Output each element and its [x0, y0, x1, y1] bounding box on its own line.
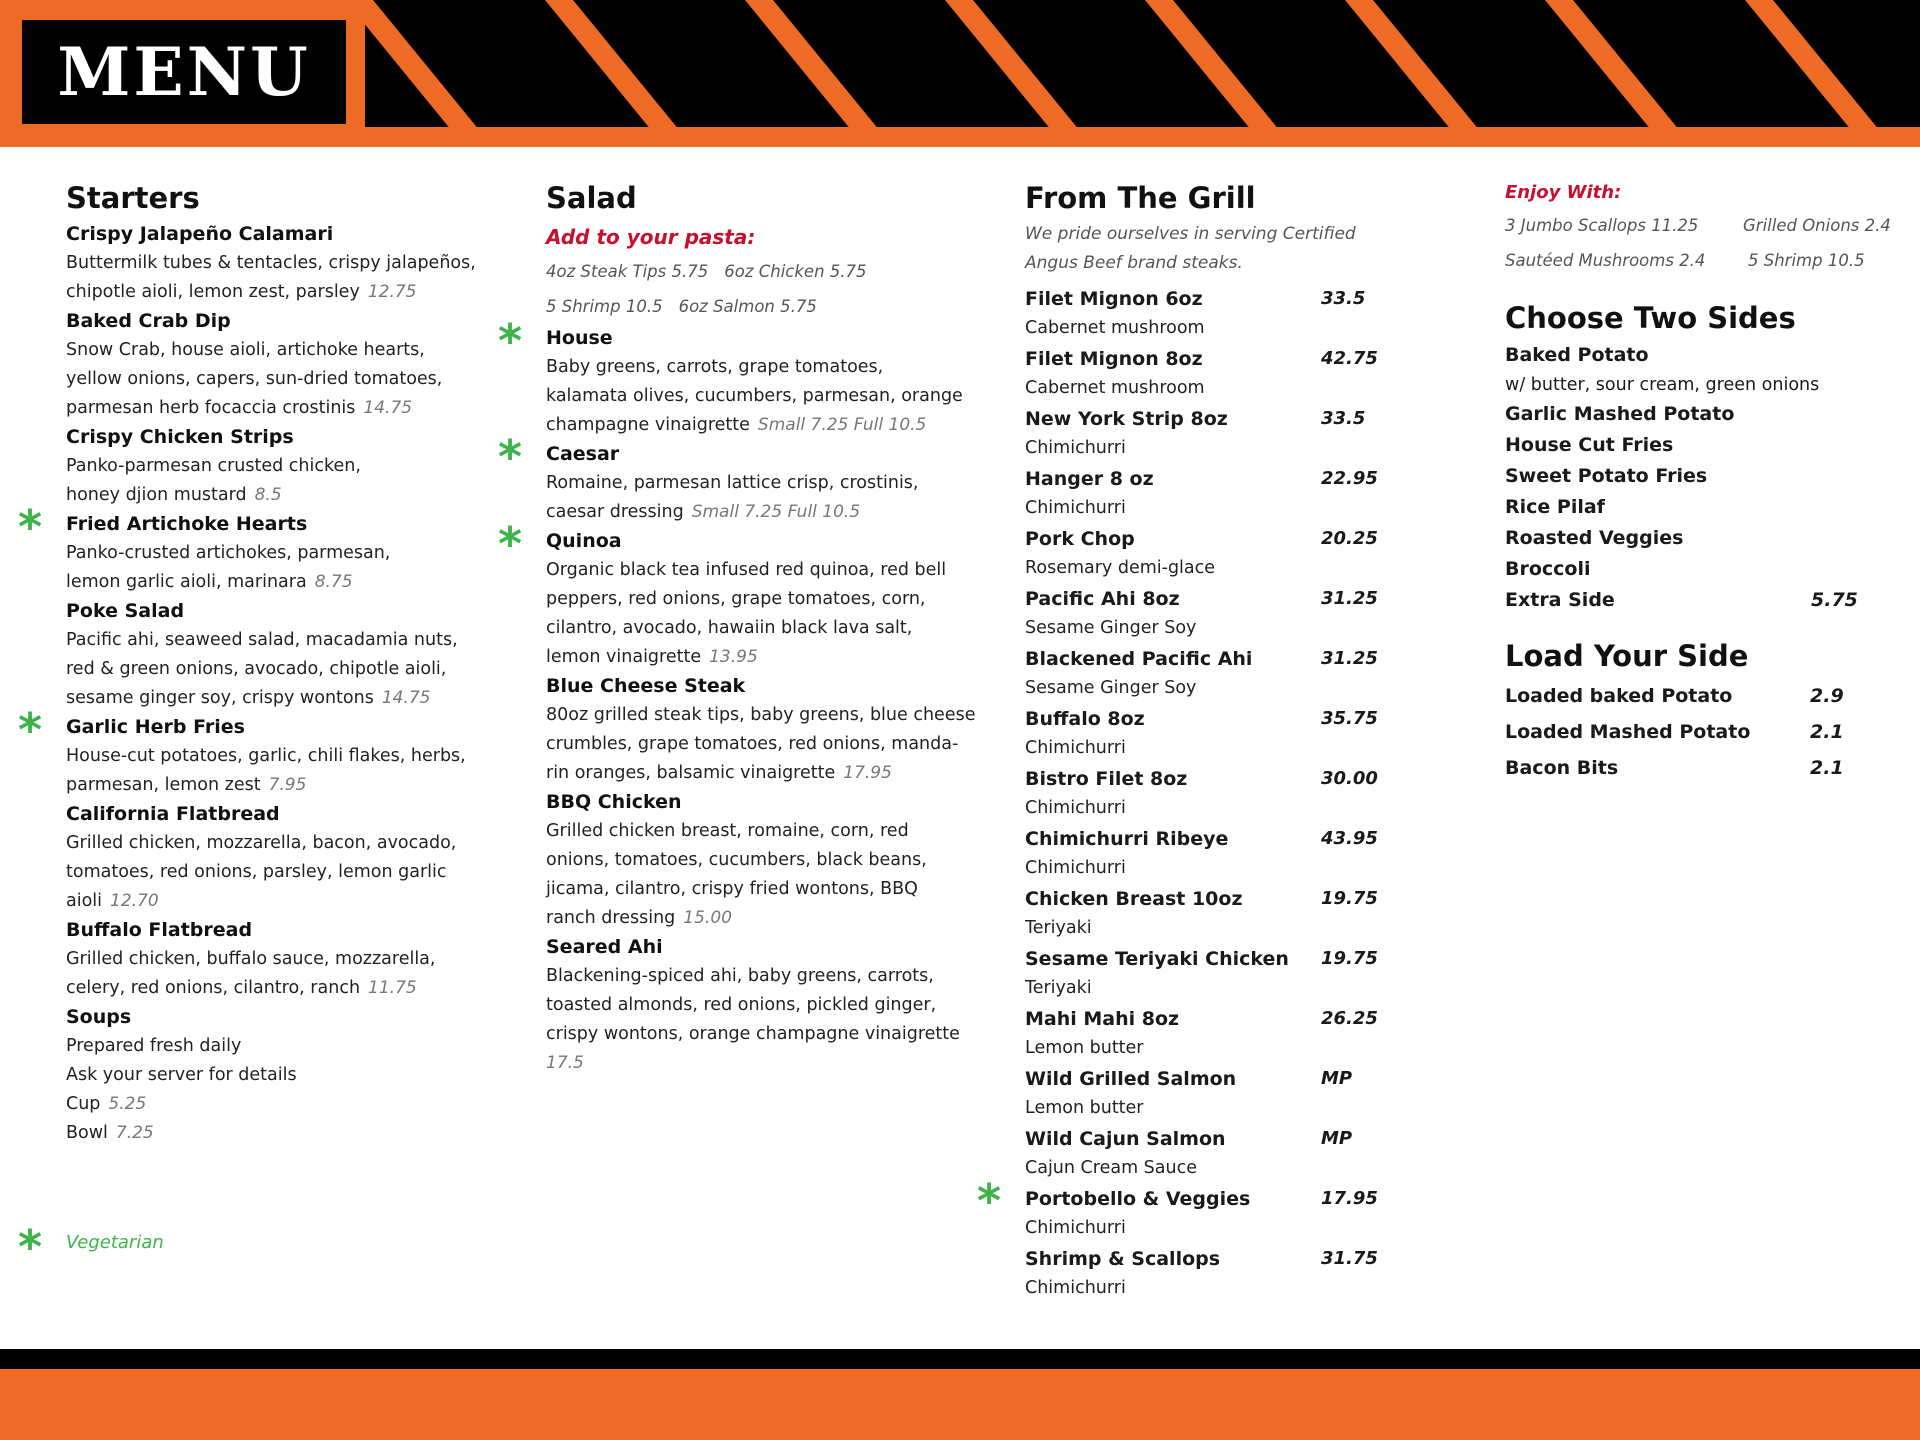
load-title: Load Your Side [1505, 639, 1749, 673]
grill-item [1025, 1244, 1425, 1304]
item-desc: Ask your server for details [66, 1065, 297, 1085]
addon-option: 6oz Salmon 5.75 [678, 297, 817, 316]
starter-item [18, 703, 486, 800]
item-name: New York Strip 8oz [1025, 408, 1228, 430]
item-desc-text: Buttermilk tubes & tentacles, crispy jalapeños, [66, 253, 476, 273]
load-item [1505, 750, 1915, 786]
item-desc [66, 481, 486, 510]
item-price: 26.25 [1321, 1008, 1378, 1029]
item-price: 19.75 [1321, 888, 1378, 909]
starter-item [66, 916, 486, 1003]
item-price: 12.70 [110, 891, 159, 911]
grill-item [1025, 1004, 1425, 1064]
item-sauce: Lemon butter [1025, 1098, 1144, 1118]
item-name: Pacific Ahi 8oz [1025, 588, 1180, 610]
vegetarian-asterisk-icon: * [498, 517, 523, 571]
grill-item [1025, 824, 1425, 884]
addon-option: 4oz Steak Tips 5.75 [546, 262, 709, 281]
item-desc [66, 336, 486, 365]
item-price: 19.75 [1321, 948, 1378, 969]
item-desc [66, 568, 486, 597]
item-desc [66, 887, 486, 916]
item-name: Crispy Jalapeño Calamari [66, 223, 334, 245]
cup-label: Cup [66, 1094, 101, 1114]
side-item: Garlic Mashed Potato [1505, 403, 1735, 425]
salad-addon-line [546, 289, 976, 324]
starter-item [66, 800, 486, 916]
item-desc-text: ranch dressing [546, 908, 676, 928]
item-desc [66, 626, 486, 655]
item-price: 33.5 [1321, 288, 1366, 309]
item-price: 14.75 [381, 688, 431, 708]
item-price: 17.95 [843, 763, 892, 783]
enjoy-option: Sautéed Mushrooms 2.4 [1505, 251, 1706, 270]
footer-band [0, 1349, 1920, 1369]
item-desc [546, 1020, 976, 1049]
item-price: Small 7.25 Full 10.5 [757, 415, 927, 435]
grill-note-line: We pride ourselves in serving Certified [1025, 224, 1356, 244]
item-sauce: Cabernet mushroom [1025, 378, 1205, 398]
item-sauce: Chimichurri [1025, 738, 1126, 758]
item-sauce: Cabernet mushroom [1025, 318, 1205, 338]
enjoy-option: 5 Shrimp 10.5 [1748, 251, 1865, 270]
item-desc-text: aioli [66, 891, 103, 911]
item-name: Baked Crab Dip [66, 310, 231, 332]
vegetarian-asterisk-icon: * [18, 500, 43, 554]
grill-item [1025, 704, 1425, 764]
item-desc [546, 353, 976, 382]
item-price: 31.75 [1321, 1248, 1378, 1269]
grill-item [1025, 344, 1425, 404]
item-desc [66, 945, 486, 974]
item-sauce: Chimichurri [1025, 498, 1126, 518]
bowl-line [66, 1119, 486, 1148]
item-price: 8.75 [314, 572, 353, 592]
enjoy-title: Enjoy With: [1505, 182, 1622, 203]
item-desc-text: sesame ginger soy, crispy wontons [66, 688, 374, 708]
item-name: Soups [66, 1006, 132, 1028]
grill-item [1025, 524, 1425, 584]
item-desc [66, 655, 486, 684]
salad-addon-line [546, 254, 976, 289]
menu-title: MENU [22, 20, 346, 124]
item-price: 2.9 [1810, 685, 1844, 707]
starter-item [66, 307, 486, 423]
item-name: Seared Ahi [546, 936, 663, 958]
item-price: 13.95 [709, 647, 758, 667]
side-extra-name: Extra Side [1505, 589, 1615, 611]
enjoy-line [1505, 243, 1915, 278]
item-desc-text: Baby greens, carrots, grape tomatoes, [546, 357, 884, 377]
vegetarian-asterisk-icon: * [18, 703, 43, 757]
salad-title: Salad [546, 181, 637, 215]
item-desc [546, 701, 976, 730]
item-name: Portobello & Veggies [1025, 1188, 1251, 1210]
item-price: 2.1 [1810, 721, 1844, 743]
item-desc [546, 556, 976, 585]
grill-list [977, 284, 1425, 1304]
item-name: Crispy Chicken Strips [66, 426, 294, 448]
item-desc [546, 1049, 976, 1078]
item-name: Bacon Bits [1505, 757, 1619, 779]
starter-item [66, 423, 486, 510]
bowl-label: Bowl [66, 1123, 108, 1143]
item-name: Loaded baked Potato [1505, 685, 1733, 707]
side-item-baked-potato: Baked Potato [1505, 344, 1649, 366]
vegetarian-asterisk-icon: * [498, 314, 523, 368]
item-desc [66, 278, 486, 307]
side-item: Rice Pilaf [1505, 496, 1605, 518]
grill-item [1025, 644, 1425, 704]
item-desc-text: Pacific ahi, seaweed salad, macadamia nuts, [66, 630, 458, 650]
grill-item [977, 1174, 1425, 1244]
item-desc-text: tomatoes, red onions, parsley, lemon garlic [66, 862, 447, 882]
grill-item [1025, 1124, 1425, 1184]
item-desc-text: peppers, red onions, grape tomatoes, corn, [546, 589, 926, 609]
item-desc [546, 875, 976, 904]
salad-addon-title: Add to your pasta: [546, 225, 756, 249]
salad-item [498, 430, 976, 527]
item-desc [66, 249, 486, 278]
starter-item [66, 597, 486, 713]
item-name: Sesame Teriyaki Chicken [1025, 948, 1289, 970]
starter-item [66, 220, 486, 307]
item-desc-text: lemon garlic aioli, marinara [66, 572, 307, 592]
item-desc-text: parmesan, lemon zest [66, 775, 261, 795]
starters-title: Starters [66, 181, 200, 215]
vegetarian-legend: Vegetarian [66, 1232, 164, 1253]
item-price: 31.25 [1321, 648, 1378, 669]
footer-band [0, 1369, 1920, 1440]
item-desc-text: cilantro, avocado, hawaiin black lava salt, [546, 618, 913, 638]
grill-item [1025, 1064, 1425, 1124]
item-desc [66, 684, 486, 713]
item-price: 43.95 [1321, 828, 1378, 849]
item-desc [546, 846, 976, 875]
item-sauce: Sesame Ginger Soy [1025, 618, 1197, 638]
grill-note [1025, 220, 1425, 278]
vegetarian-asterisk-icon: * [498, 430, 523, 484]
load-list [1505, 678, 1915, 786]
item-desc-text: toasted almonds, red onions, pickled ginger, [546, 995, 937, 1015]
salad-item [546, 933, 976, 1078]
item-desc-text: Blackening-spiced ahi, baby greens, carrots, [546, 966, 934, 986]
salad-list [498, 314, 976, 1078]
item-name: House [546, 327, 613, 349]
salad-item [546, 788, 976, 933]
item-desc-text: 80oz grilled steak tips, baby greens, blue cheese [546, 705, 976, 725]
item-name: Mahi Mahi 8oz [1025, 1008, 1180, 1030]
item-desc [66, 742, 486, 771]
item-name: Buffalo 8oz [1025, 708, 1145, 730]
item-price: 17.5 [546, 1053, 584, 1073]
item-desc [66, 394, 486, 423]
item-name: Bistro Filet 8oz [1025, 768, 1188, 790]
item-price: 17.95 [1321, 1188, 1378, 1209]
enjoy-option: Grilled Onions 2.4 [1743, 216, 1891, 235]
salad-item [498, 314, 976, 440]
grill-item [1025, 584, 1425, 644]
item-desc-text: yellow onions, capers, sun-dried tomatoes, [66, 369, 443, 389]
item-name: Shrimp & Scallops [1025, 1248, 1221, 1270]
item-desc-text: red & green onions, avocado, chipotle aioli, [66, 659, 447, 679]
item-name: Caesar [546, 443, 620, 465]
item-price: 7.95 [268, 775, 307, 795]
enjoy-line [1505, 208, 1915, 243]
starters-column [18, 180, 486, 1148]
item-desc [66, 771, 486, 800]
item-price: 12.75 [367, 282, 417, 302]
item-sauce: Rosemary demi-glace [1025, 558, 1216, 578]
item-desc-text: Grilled chicken, mozzarella, bacon, avocado, [66, 833, 457, 853]
item-desc-text: caesar dressing [546, 502, 684, 522]
item-desc [546, 498, 976, 527]
item-name: BBQ Chicken [546, 791, 682, 813]
item-sauce: Chimichurri [1025, 438, 1126, 458]
item-desc: Prepared fresh daily [66, 1036, 242, 1056]
item-name: Blackened Pacific Ahi [1025, 648, 1253, 670]
item-desc [546, 730, 976, 759]
item-sauce: Teriyaki [1025, 918, 1092, 938]
grill-note-line: Angus Beef brand steaks. [1025, 253, 1243, 273]
item-price: 15.00 [683, 908, 732, 928]
item-sauce: Chimichurri [1025, 1278, 1126, 1298]
item-name: Chimichurri Ribeye [1025, 828, 1229, 850]
item-desc-text: parmesan herb focaccia crostinis [66, 398, 356, 418]
item-desc [66, 829, 486, 858]
sides-column [1505, 178, 1915, 786]
item-desc-text: Snow Crab, house aioli, artichoke hearts, [66, 340, 425, 360]
starters-list [18, 220, 486, 1003]
item-desc-text: onions, tomatoes, cucumbers, black beans, [546, 850, 927, 870]
item-desc [546, 817, 976, 846]
item-desc [546, 411, 976, 440]
item-name: Buffalo Flatbread [66, 919, 253, 941]
item-price: Small 7.25 Full 10.5 [691, 502, 861, 522]
item-desc [66, 858, 486, 887]
salad-item [546, 672, 976, 788]
item-price: MP [1321, 1068, 1353, 1089]
item-desc-text: crispy wontons, orange champagne vinaigrette [546, 1024, 960, 1044]
load-item [1505, 714, 1915, 750]
item-price: 11.75 [368, 978, 417, 998]
item-desc [546, 643, 976, 672]
starter-item [18, 500, 486, 597]
side-item: Sweet Potato Fries [1505, 465, 1708, 487]
item-desc [66, 539, 486, 568]
item-desc-text: Grilled chicken breast, romaine, corn, red [546, 821, 909, 841]
side-item-sub: w/ butter, sour cream, green onions [1505, 375, 1820, 395]
item-desc [546, 904, 976, 933]
item-price: 14.75 [363, 398, 413, 418]
item-price: MP [1321, 1128, 1353, 1149]
item-name: Filet Mignon 6oz [1025, 288, 1203, 310]
item-desc-text: lemon vinaigrette [546, 647, 702, 667]
side-item: House Cut Fries [1505, 434, 1674, 456]
item-desc-text: Organic black tea infused red quinoa, red bell [546, 560, 947, 580]
side-extra-price: 5.75 [1811, 589, 1858, 611]
side-item: Roasted Veggies [1505, 527, 1684, 549]
item-desc-text: jicama, cilantro, crispy fried wontons, BBQ [546, 879, 918, 899]
item-desc-text: honey djion mustard [66, 485, 247, 505]
item-price: 2.1 [1810, 757, 1844, 779]
item-desc [66, 452, 486, 481]
grill-item [1025, 764, 1425, 824]
item-desc [546, 382, 976, 411]
item-price: 31.25 [1321, 588, 1378, 609]
grill-item [1025, 284, 1425, 344]
addon-option: 5 Shrimp 10.5 [546, 297, 663, 316]
bowl-price: 7.25 [115, 1123, 154, 1143]
item-desc-text: kalamata olives, cucumbers, parmesan, orange [546, 386, 963, 406]
side-item: Broccoli [1505, 558, 1591, 580]
item-desc [66, 974, 486, 1003]
item-desc [546, 469, 976, 498]
header-banner [0, 0, 1920, 147]
item-sauce: Chimichurri [1025, 858, 1126, 878]
item-name: Loaded Mashed Potato [1505, 721, 1751, 743]
item-name: Pork Chop [1025, 528, 1135, 550]
item-desc-text: Romaine, parmesan lattice crisp, crostinis, [546, 473, 919, 493]
item-name: Filet Mignon 8oz [1025, 348, 1203, 370]
item-desc-text: Grilled chicken, buffalo sauce, mozzarella, [66, 949, 436, 969]
cup-price: 5.25 [108, 1094, 147, 1114]
sides-list [1505, 399, 1915, 585]
item-sauce: Sesame Ginger Soy [1025, 678, 1197, 698]
item-desc-text: chipotle aioli, lemon zest, parsley [66, 282, 360, 302]
addon-option: 6oz Chicken 5.75 [724, 262, 867, 281]
item-sauce: Cajun Cream Sauce [1025, 1158, 1197, 1178]
item-price: 35.75 [1321, 708, 1378, 729]
item-sauce: Teriyaki [1025, 978, 1092, 998]
item-name: Wild Grilled Salmon [1025, 1068, 1237, 1090]
item-desc [546, 759, 976, 788]
item-name: California Flatbread [66, 803, 280, 825]
item-price: 30.00 [1321, 768, 1378, 789]
item-desc [546, 991, 976, 1020]
enjoy-option: 3 Jumbo Scallops 11.25 [1505, 216, 1699, 235]
item-name: Chicken Breast 10oz [1025, 888, 1243, 910]
sides-title: Choose Two Sides [1505, 301, 1796, 335]
salad-column [498, 180, 976, 1078]
item-sauce: Chimichurri [1025, 1218, 1126, 1238]
item-desc [66, 365, 486, 394]
item-desc [546, 962, 976, 991]
item-desc-text: champagne vinaigrette [546, 415, 750, 435]
grill-item [1025, 884, 1425, 944]
item-desc-text: House-cut potatoes, garlic, chili flakes, herbs, [66, 746, 466, 766]
load-item [1505, 678, 1915, 714]
item-price: 20.25 [1321, 528, 1378, 549]
item-name: Blue Cheese Steak [546, 675, 746, 697]
vegetarian-asterisk-icon: * [18, 1220, 43, 1274]
grill-item [1025, 944, 1425, 1004]
item-desc-text: Panko-crusted artichokes, parmesan, [66, 543, 391, 563]
soups-item [66, 1003, 486, 1148]
item-price: 33.5 [1321, 408, 1366, 429]
item-name: Garlic Herb Fries [66, 716, 245, 738]
item-price: 22.95 [1321, 468, 1378, 489]
item-desc [546, 585, 976, 614]
item-desc-text: rin oranges, balsamic vinaigrette [546, 763, 836, 783]
item-name: Quinoa [546, 530, 622, 552]
grill-item [1025, 404, 1425, 464]
cup-line [66, 1090, 486, 1119]
grill-column [977, 180, 1425, 1304]
item-price: 8.5 [254, 485, 282, 505]
item-name: Poke Salad [66, 600, 185, 622]
item-sauce: Lemon butter [1025, 1038, 1144, 1058]
salad-item [498, 517, 976, 672]
item-name: Fried Artichoke Hearts [66, 513, 308, 535]
item-name: Hanger 8 oz [1025, 468, 1154, 490]
item-price: 42.75 [1321, 348, 1378, 369]
grill-item [1025, 464, 1425, 524]
grill-title: From The Grill [1025, 181, 1256, 215]
item-desc-text: Panko-parmesan crusted chicken, [66, 456, 361, 476]
side-item-extra [1505, 585, 1915, 616]
item-name: Wild Cajun Salmon [1025, 1128, 1226, 1150]
vegetarian-asterisk-icon: * [977, 1174, 1002, 1228]
item-desc-text: crumbles, grape tomatoes, red onions, manda- [546, 734, 959, 754]
item-desc-text: celery, red onions, cilantro, ranch [66, 978, 361, 998]
item-desc [546, 614, 976, 643]
item-sauce: Chimichurri [1025, 798, 1126, 818]
